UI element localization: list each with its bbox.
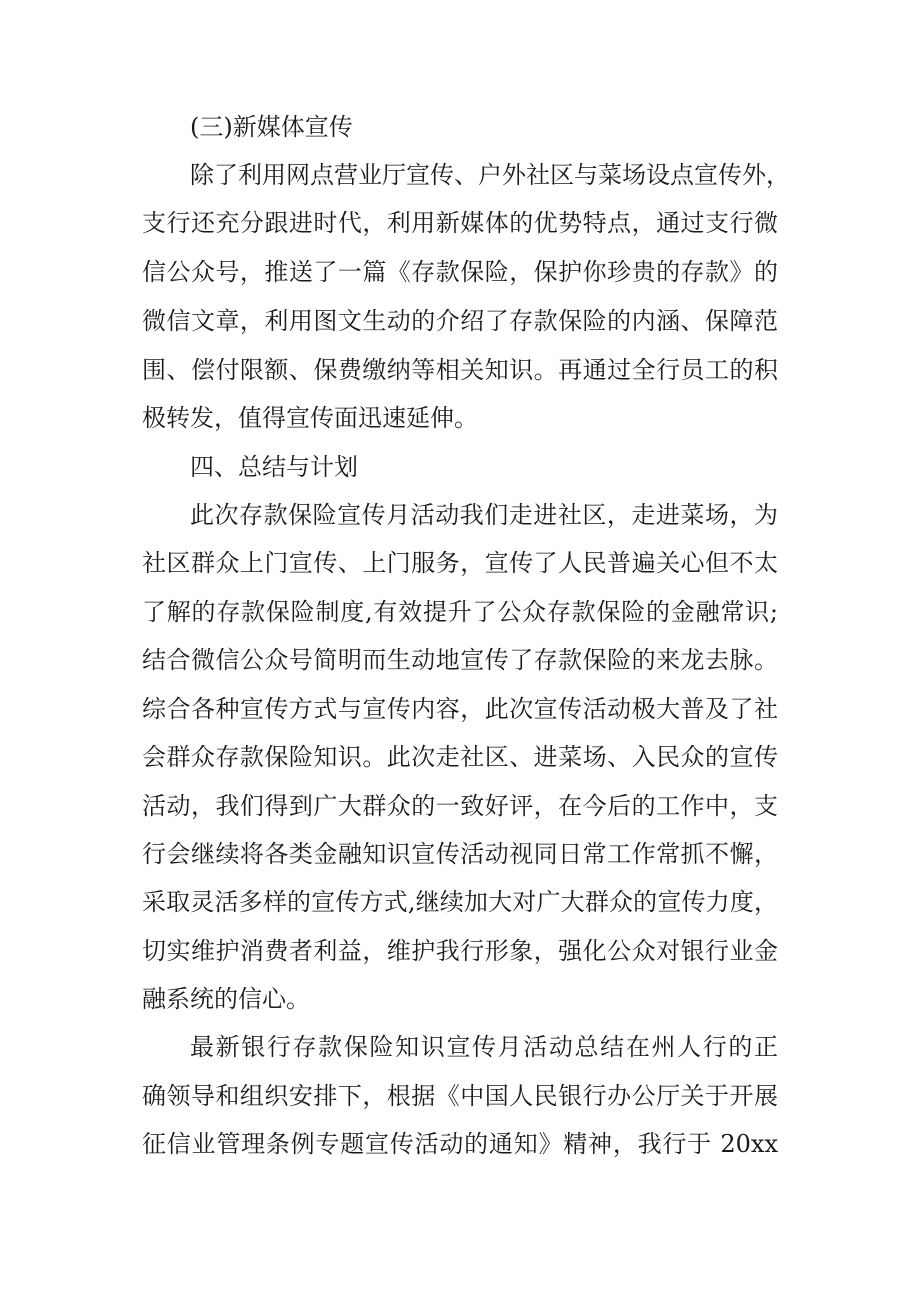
text-line: 微信文章，利用图文生动的介绍了存款保险的内涵、保障范 [142,307,778,335]
text-line: 切实维护消费者利益，维护我行形象，强化公众对银行业金 [142,937,778,965]
text-line: 围、偿付限额、保费缴纳等相关知识。再通过全行员工的积 [142,356,778,384]
text-line: 采取灵活多样的宣传方式,继续加大对广大群众的宣传力度， [142,888,778,916]
text-line: 综合各种宣传方式与宣传内容，此次宣传活动极大普及了社 [142,695,778,723]
text-line: 了解的存款保险制度,有效提升了公众存款保险的金融常识; [142,598,778,626]
text-line: 行会继续将各类金融知识宣传活动视同日常工作常抓不懈， [142,840,778,868]
text-line: 征信业管理条例专题宣传活动的通知》精神，我行于 20xx [142,1130,778,1158]
text-line: 最新银行存款保险知识宣传月活动总结在州人行的正 [190,1033,778,1061]
text-line: 活动，我们得到广大群众的一致好评，在今后的工作中，支 [142,792,778,820]
text-line: 融系统的信心。 [142,985,310,1013]
text-line: 四、总结与计划 [190,453,358,481]
text-line: 会群众存款保险知识。此次走社区、进菜场、入民众的宣传 [142,743,778,771]
text-line: 支行还充分跟进时代，利用新媒体的优势特点，通过支行微 [142,209,778,237]
text-line: 极转发，值得宣传面迅速延伸。 [142,404,478,432]
text-line: 信公众号，推送了一篇《存款保险，保护你珍贵的存款》的 [142,258,778,286]
text-line: 此次存款保险宣传月活动我们走进社区，走进菜场，为 [190,501,778,529]
text-line: 结合微信公众号简明而生动地宣传了存款保险的来龙去脉。 [142,646,778,674]
text-line: 社区群众上门宣传、上门服务，宣传了人民普遍关心但不太 [142,549,778,577]
text-line: 确领导和组织安排下，根据《中国人民银行办公厅关于开展 [142,1082,778,1110]
text-line: 除了利用网点营业厅宣传、户外社区与菜场设点宣传外， [190,161,790,189]
text-line: (三)新媒体宣传 [190,113,353,141]
